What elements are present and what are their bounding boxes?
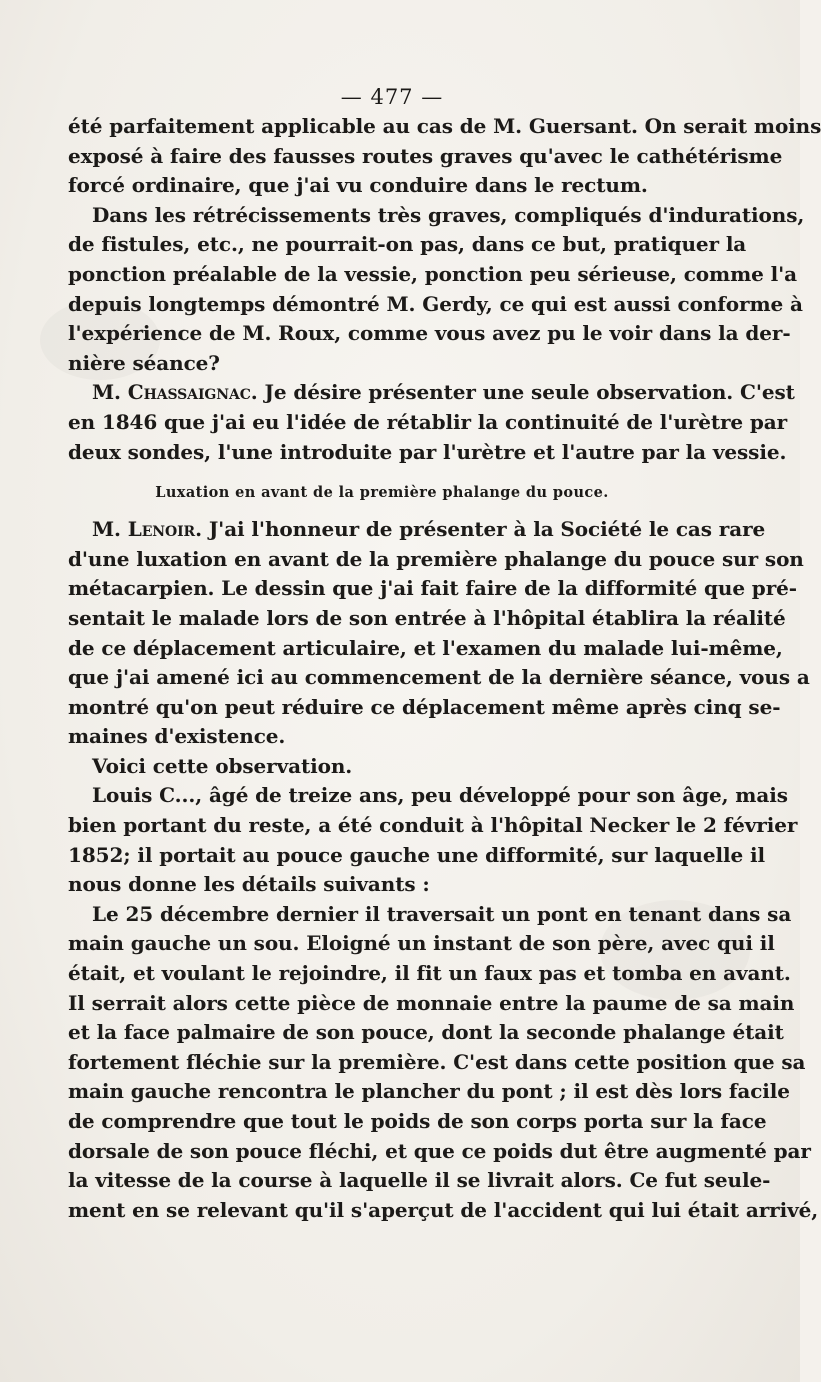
text-line (68, 378, 795, 408)
text-line: la vitesse de la course à laquelle il se livrait alors. Ce fut seule- (68, 1168, 771, 1193)
section-heading: Luxation en avant de la première phalange du pouce. (155, 484, 609, 502)
text-line: main gauche rencontra le plancher du pont ; il est dès lors facile (68, 1079, 790, 1104)
paragraph (68, 515, 810, 752)
page-number: — 477 — (340, 85, 444, 109)
text-line: en 1846 que j'ai eu l'idée de rétablir la continuité de l'urètre par (68, 409, 788, 434)
text-line: deux sondes, l'une introduite par l'urètre et l'autre par la vessie. (68, 439, 787, 464)
text-line: de comprendre que tout le poids de son corps porta sur la face (68, 1109, 767, 1133)
text-line: était, et voulant le rejoindre, il fit un faux pas et tomba en avant. (68, 961, 791, 986)
text-line: nous donne les détails suivants : (68, 872, 430, 897)
paragraph (68, 378, 795, 467)
text-line: nière séance? (68, 350, 220, 375)
line-text: Je désire présenter une seule observation. C'est (257, 380, 795, 405)
text-line: sentait le malade lors de son entrée à l'hôpital établira la réalité (68, 605, 786, 630)
text-line: exposé à faire des fausses routes graves qu'avec le cathétérisme (68, 143, 783, 168)
text-line: ment en se relevant qu'il s'aperçut de l'accident qui lui était arrivé, (68, 1197, 819, 1222)
text-line: d'une luxation en avant de la première phalange du pouce sur son (68, 546, 804, 571)
text-line: que j'ai amené ici au commencement de la dernière séance, vous a (68, 665, 810, 690)
speaker-name: Chassaignac. (127, 380, 258, 405)
text-line: depuis longtemps démontré M. Gerdy, ce qui est aussi conforme à (68, 291, 803, 316)
text-line: l'expérience de M. Roux, comme vous avez pu le voir dans la der- (68, 321, 791, 346)
paragraph (68, 752, 696, 782)
text-line (68, 515, 766, 545)
paragraph (68, 781, 798, 899)
text-line: de ce déplacement articulaire, et l'examen du malade lui-même, (68, 635, 783, 660)
text-line: main gauche un sou. Eloigné un instant de son père, avec qui il (68, 931, 775, 956)
text-line: métacarpien. Le dessin que j'ai fait faire de la difformité que pré- (68, 576, 797, 601)
text-line: 1852; il portait au pouce gauche une difformité, sur laquelle il (68, 842, 765, 867)
paragraph (68, 112, 821, 201)
text-line: Le 25 décembre dernier il traversait un pont en tenant dans sa (92, 901, 792, 926)
text-line: de fistules, etc., ne pourrait-on pas, dans ce but, pratiquer la (68, 232, 747, 257)
text-line: dorsale de son pouce fléchi, et que ce poids dut être augmenté par (68, 1138, 811, 1163)
line-text: J'ai l'honneur de présenter à la Société le cas rare (201, 517, 766, 542)
text-line: forcé ordinaire, que j'ai vu conduire dans le rectum. (68, 173, 648, 198)
text-line: montré qu'on peut réduire ce déplacement même après cinq se- (68, 694, 781, 719)
text-line: fortement fléchie sur la première. C'est dans cette position que sa (68, 1049, 806, 1074)
speaker-prefix: M. (92, 517, 128, 542)
text-line: bien portant du reste, a été conduit à l'hôpital Necker le 2 février (68, 813, 798, 838)
text-line: été parfaitement applicable au cas de M. Guersant. On serait moins (68, 114, 821, 138)
text-line: Dans les rétrécissements très graves, compliqués d'indurations, (92, 202, 805, 227)
speaker-name: Lenoir. (127, 517, 202, 542)
paragraph (68, 900, 819, 1226)
text-block (68, 82, 821, 1225)
speaker-prefix: M. (92, 380, 128, 405)
text-line: Louis C..., âgé de treize ans, peu développé pour son âge, mais (92, 783, 788, 808)
text-line: maines d'existence. (68, 724, 286, 749)
text-line: ponction préalable de la vessie, ponction peu sérieuse, comme l'a (68, 261, 797, 286)
text-line: Il serrait alors cette pièce de monnaie entre la paume de sa main (68, 990, 795, 1015)
text-line: Voici cette observation. (92, 753, 353, 778)
paragraph (68, 201, 805, 379)
text-line: et la face palmaire de son pouce, dont la seconde phalange était (68, 1020, 784, 1045)
